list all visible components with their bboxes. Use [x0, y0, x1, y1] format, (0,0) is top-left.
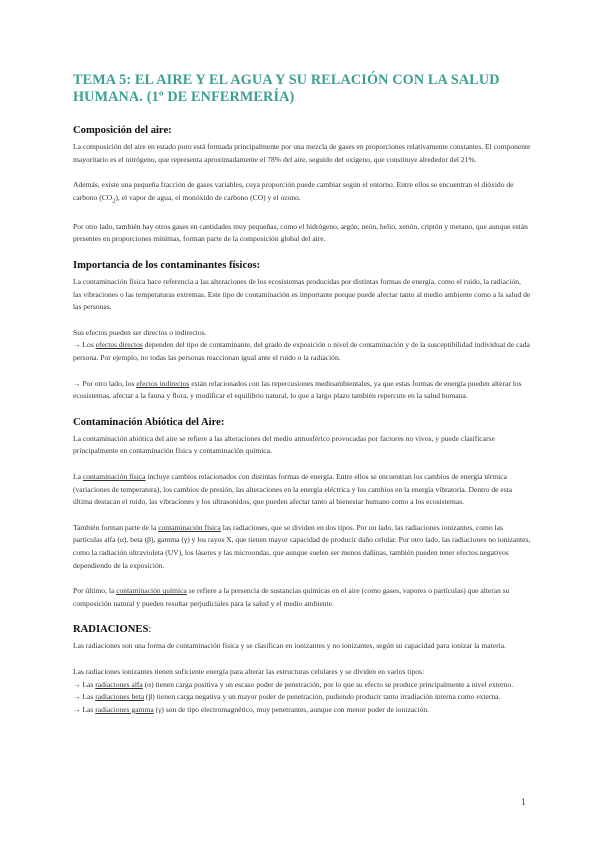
- paragraph: [73, 378, 531, 403]
- underlined-term: contaminación química: [116, 586, 187, 596]
- section-heading-importancia: Importancia de los contaminantes físicos:: [73, 260, 261, 272]
- text-run: incluye cambios relacionados con distintas formas de energía. Entre ellos se encuentran los cambios de energía térmica (variaciones de temperatura), los cambios de presión, las alteraciones en la energía eléctrica y los cambios en la energía vibratoria. Dentro de esta última destacan el ruido, las vibraciones y los ultrasonidos, que pueden afectar tanto al bienestar humano como a los ecosistemas.: [73, 472, 513, 507]
- section-heading-composicion: Composición del aire:: [73, 125, 172, 136]
- text-run: Las radiaciones ionizantes tienen suficiente energía para alterar las estructuras celulares y se dividen en varios tipos:: [73, 666, 425, 676]
- text-run: → Las: [73, 679, 96, 689]
- underlined-term: radiaciones beta: [95, 692, 145, 702]
- paragraph: [73, 585, 531, 610]
- text-run: (γ) son de tipo electromagnético, muy penetrantes, aunque con menor poder de ionización.: [153, 704, 430, 714]
- underlined-term: radiaciones alfa: [95, 679, 143, 689]
- document-body: [73, 124, 531, 716]
- text-run: → Por otro lado, los: [73, 378, 137, 388]
- section-heading-radiaciones: [73, 623, 531, 637]
- text-run: están relacionados con las repercusiones medioambientales, ya que estas formas de energía pueden alterar los ecosistemas, afectar a la fauna y flora, y modificar el equilibrio natural, lo que a largo plazo también repercute en la salud humana.: [73, 378, 522, 401]
- text-run: → Los: [73, 340, 96, 350]
- heading-colon: :: [148, 624, 152, 636]
- text-run: → Las: [73, 704, 96, 714]
- paragraph: Las radiaciones son una forma de contaminación física y se clasifican en ionizantes y no ionizantes, según su capacidad para ionizar la materia.: [73, 641, 506, 651]
- underlined-term: efectos indirectos: [136, 378, 190, 388]
- text-run: ), el vapor de agua, el monóxido de carbono (CO) y el ozono.: [115, 192, 301, 202]
- underlined-term: radiaciones gamma: [95, 704, 154, 714]
- paragraph: La composición del aire en estado puro está formada principalmente por una mezcla de gases en proporciones relativamente constantes. El componente mayoritario es el nitrógeno, que representa aproximadamente el 78% del aire, seguido del oxígeno, que constituye alrededor del 21%.: [73, 142, 531, 164]
- text-run: (β) tienen carga negativa y un mayor poder de penetración, pudiendo producir tanto irradiación interna como externa.: [144, 692, 501, 702]
- text-run: dependen del tipo de contaminante, del grado de exposición o nivel de contaminación y de la susceptibilidad individual de cada persona. Por ejemplo, no todas las personas reaccionan igual ante el ruido o la radiación.: [73, 340, 530, 363]
- text-run: La: [73, 472, 83, 481]
- page-number: 1: [521, 798, 526, 808]
- heading-text: RADIACIONES: [73, 624, 149, 636]
- text-run: las radiaciones, que se dividen en dos tipos. Por un lado, las radiaciones ionizantes, como las partículas alfa (α), beta (β), gamma (γ) y los rayos X, que tienen mayor capacidad de producir daño celular. Por otro lado, las radiaciones no ionizantes, como la radiación ultravioleta (UV), los láseres y las microondas, que aunque suelen ser menos dañinas, también pueden tener efectos negativos dependiendo de la exposición.: [73, 522, 531, 570]
- text-run: se refiere a la presencia de sustancias químicas en el aire (como gases, vapores o partículas) que alteran su composición natural y pueden resultar perjudiciales para la salud y el medio ambiente.: [73, 586, 510, 608]
- text-run: Además, existe una pequeña fracción de gases variables, cuya proporción puede cambiar según el entorno. Entre ellos se encuentran el dióxido de carbono (CO: [73, 180, 514, 202]
- section-heading-abiotica: Contaminación Abiótica del Aire:: [73, 416, 225, 428]
- text-run: (α) tienen carga positiva y un escaso poder de penetración, por lo que su efecto se produce principalmente a nivel externo.: [142, 679, 514, 689]
- subscript: 2: [112, 197, 116, 205]
- text-run: Sus efectos pueden ser directos o indirectos.: [73, 327, 207, 337]
- underlined-term: efectos directos: [95, 340, 143, 350]
- underlined-term: contaminación física: [82, 472, 146, 481]
- text-run: También forman parte de la: [73, 522, 159, 532]
- underlined-term: contaminación física: [158, 522, 221, 532]
- paragraph: [73, 327, 531, 365]
- paragraph: [73, 522, 531, 572]
- text-run: → Las: [73, 692, 96, 702]
- paragraph: [73, 471, 531, 509]
- paragraph: [73, 179, 531, 208]
- paragraph: La contaminación abiótica del aire se refiere a las alteraciones del medio atmosférico provocadas por factores no vivos, y puede clasificarse principalmente en contaminación física y contaminación química.: [73, 433, 495, 456]
- document-title: TEMA 5: EL AIRE Y EL AGUA Y SU RELACIÓN CON LA SALUD HUMANA. (1º DE ENFERMERÍA): [73, 72, 500, 105]
- paragraph: Por otro lado, también hay otros gases en cantidades muy pequeñas, como el hidrógeno, argón, neón, helio, xenón, criptón y metano, que aunque están presentes en proporciones mínimas, forman parte de la composición global del aire.: [73, 221, 528, 244]
- paragraph: La contaminación física hace referencia a las alteraciones de los ecosistemas producidas por distintas formas de energía, como el ruido, la radiación, las vibraciones o las temperaturas extremas. Este tipo de contaminación es importante porque puede afectar tanto al medio ambiente como a la salud de las personas.: [73, 277, 531, 312]
- paragraph: [73, 666, 531, 716]
- text-run: Por último, la: [73, 586, 117, 596]
